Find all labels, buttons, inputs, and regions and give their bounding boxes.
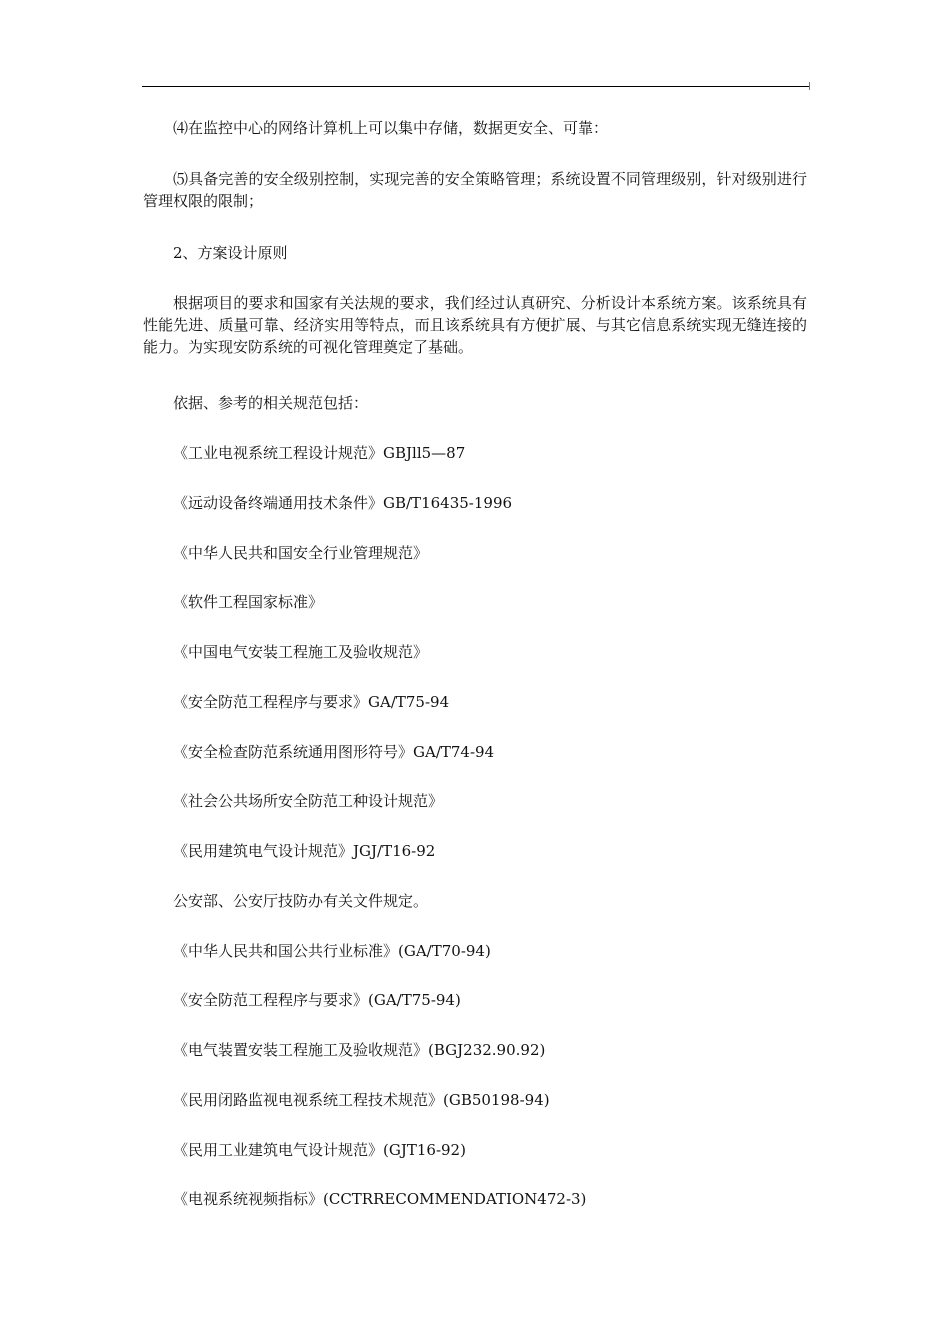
reference-item: 《电气装置安装工程施工及验收规范》(BGJ232.90.92) — [173, 1041, 546, 1059]
reference-item: 《远动设备终端通用技术条件》GB/T16435-1996 — [173, 494, 513, 512]
header-rule — [142, 86, 809, 87]
reference-item: 《安全检查防范系统通用图形符号》GA/T74-94 — [173, 743, 495, 761]
section-heading: 2、方案设计原则 — [173, 244, 288, 262]
reference-item: 《民用闭路监视电视系统工程技术规范》(GB50198-94) — [173, 1091, 550, 1109]
reference-item: 《民用工业建筑电气设计规范》(GJT16-92) — [173, 1141, 466, 1159]
reference-item: 《社会公共场所安全防范工种设计规范》 — [173, 792, 444, 810]
reference-item: 《安全防范工程程序与要求》(GA/T75-94) — [173, 991, 461, 1009]
reference-item: 《中华人民共和国安全行业管理规范》 — [173, 544, 429, 562]
paragraph-design-principle: 根据项目的要求和国家有关法规的要求，我们经过认真研究、分析设计本系统方案。该系统具有性能先进、质量可靠、经济实用等特点，而且该系统具有方便扩展、与其它信息系统实现无缝连接的能力。为实现安防系统的可视化管理奠定了基础。 — [143, 294, 807, 356]
reference-item: 《软件工程国家标准》 — [173, 593, 324, 611]
reference-item: 《中国电气安装工程施工及验收规范》 — [173, 643, 429, 661]
reference-item: 《电视系统视频指标》(CCTRRECOMMENDATION472-3) — [173, 1190, 587, 1208]
reference-item: 《中华人民共和国公共行业标准》(GA/T70-94) — [173, 942, 491, 960]
paragraph-security-control: ⑸具备完善的安全级别控制，实现完善的安全策略管理；系统设置不同管理级别，针对级别进行管理权限的限制； — [143, 170, 807, 210]
reference-item: 《民用建筑电气设计规范》JGJ/T16-92 — [173, 842, 436, 860]
header-rule-tick — [809, 82, 810, 90]
reference-item: 《工业电视系统工程设计规范》GBJll5—87 — [173, 444, 466, 462]
paragraph-storage: ⑷在监控中心的网络计算机上可以集中存储，数据更安全、可靠： — [173, 119, 609, 137]
paragraph-reference-intro: 依据、参考的相关规范包括： — [173, 394, 369, 412]
reference-item: 《安全防范工程程序与要求》GA/T75-94 — [173, 693, 450, 711]
reference-item: 公安部、公安厅技防办有关文件规定。 — [173, 892, 429, 910]
